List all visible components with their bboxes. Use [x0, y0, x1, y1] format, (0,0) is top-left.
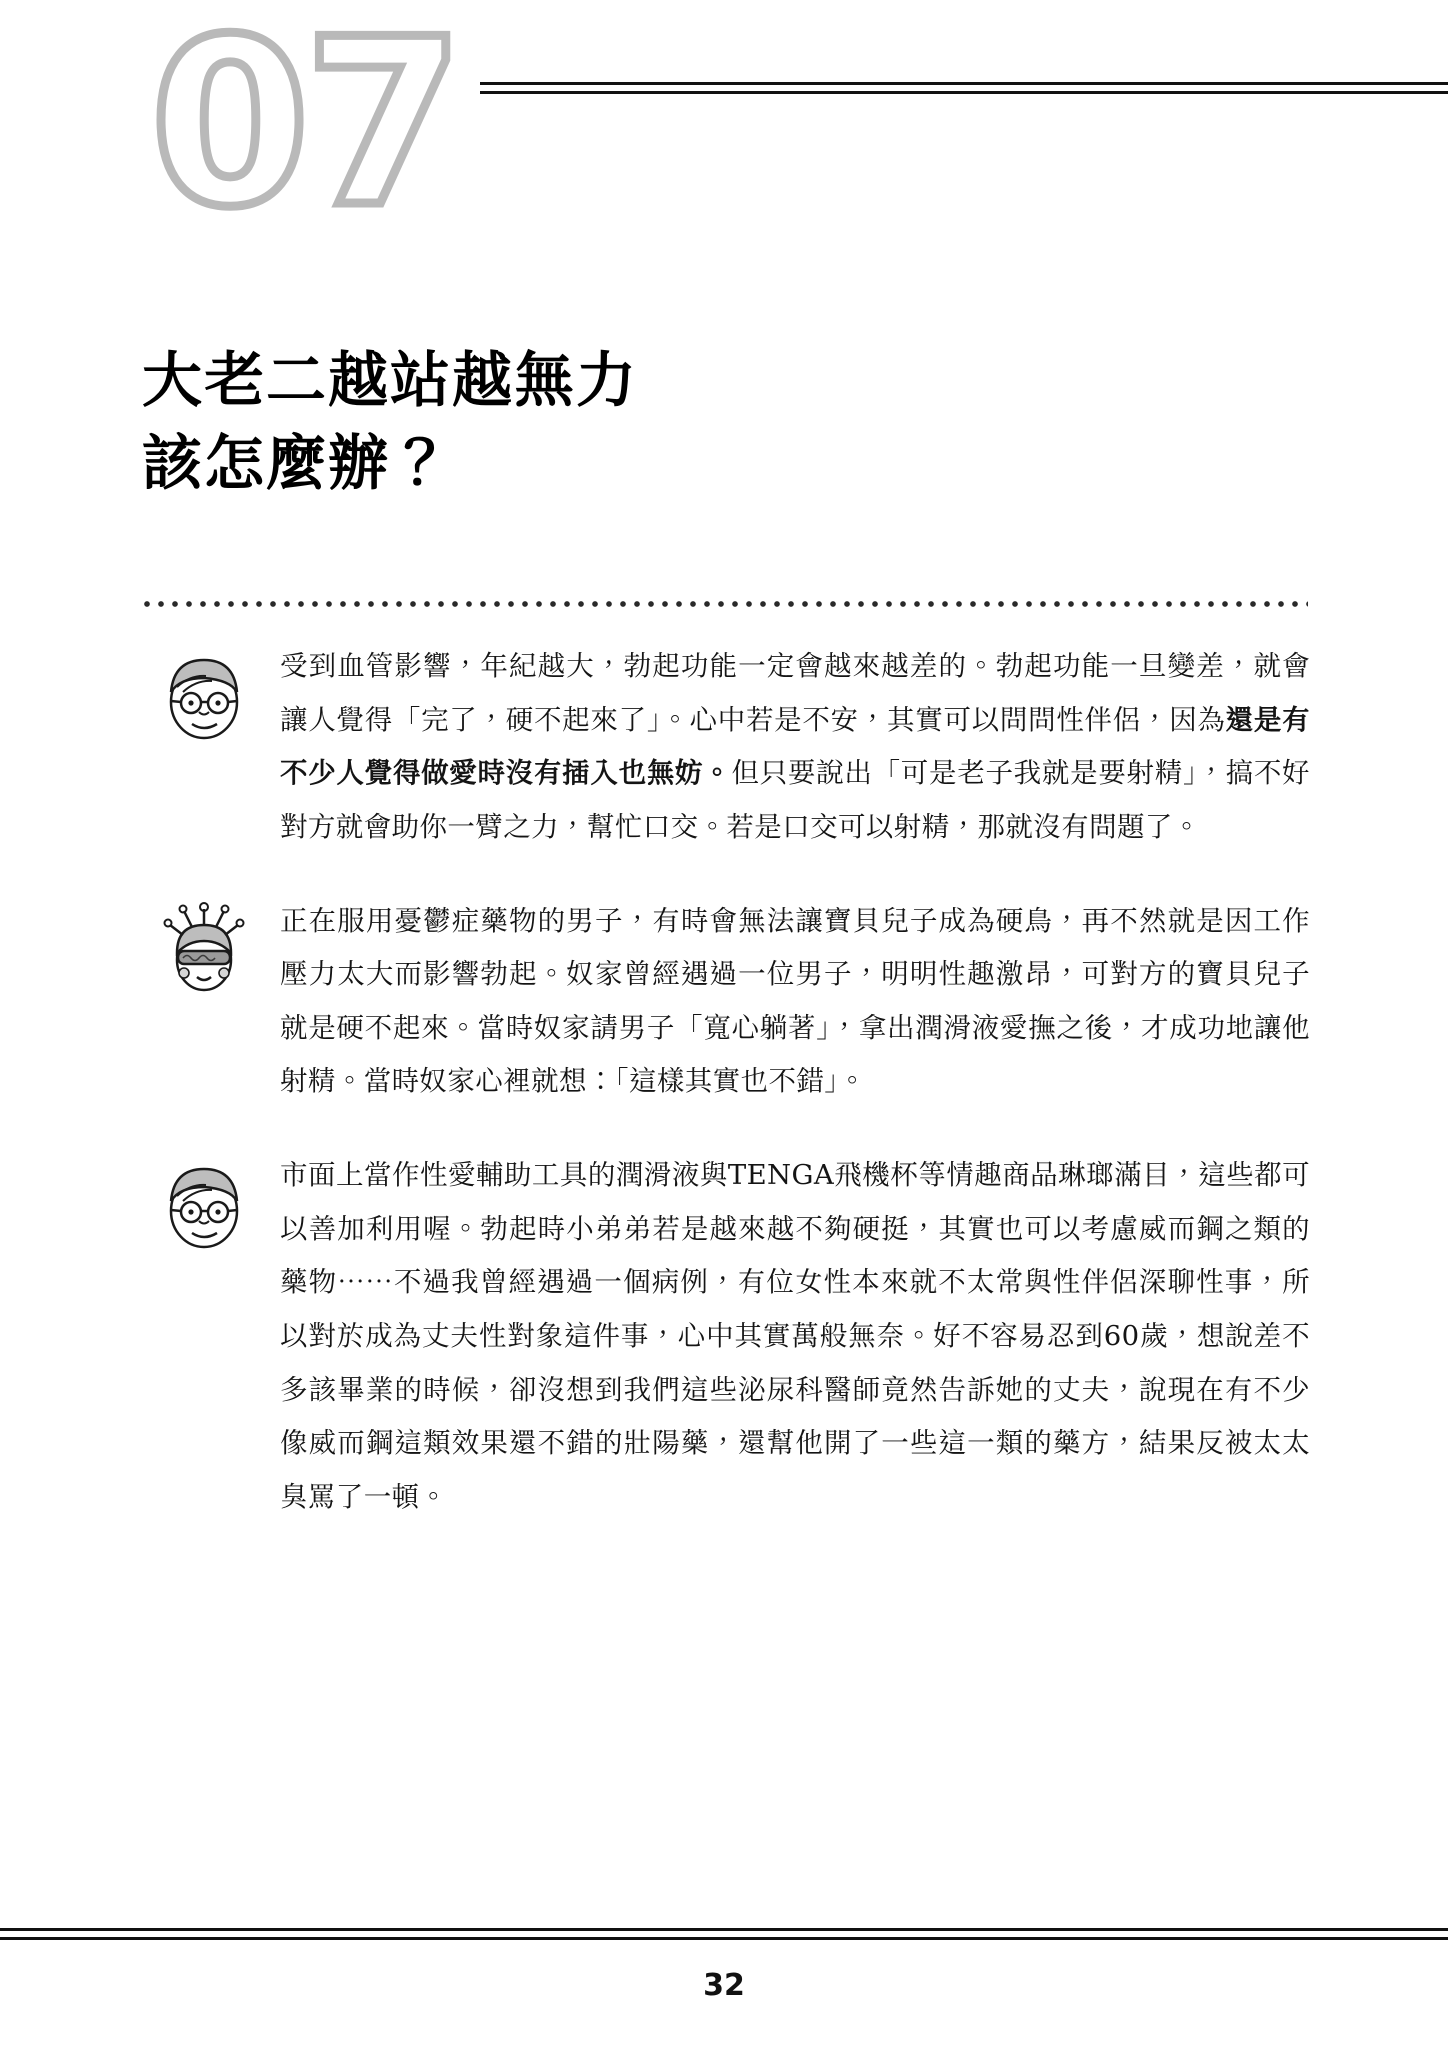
body-block — [140, 895, 1310, 1110]
page-title-line-1: 大老二越站越無力 — [142, 346, 638, 416]
body-paragraph — [280, 895, 1310, 1110]
paragraph-text: 正在服用憂鬱症藥物的男子，有時會無法讓寶貝兒子成為硬鳥，再不然就是因工作壓力太大而影響勃起。奴家曾經遇過一位男子，明明性趣激昂，可對方的寶貝兒子就是硬不起來。當時奴家請男子「寬心躺著」，拿出潤滑液愛撫之後，才成功地讓他射精。當時奴家心裡就想：「這樣其實也不錯」。 — [280, 904, 1310, 1098]
page-number: 32 — [703, 1968, 745, 2003]
paragraph-text: 市面上當作性愛輔助工具的潤滑液與TENGA飛機杯等情趣商品琳瑯滿目，這些都可以善加利用喔。勃起時小弟弟若是越來越不夠硬挺，其實也可以考慮威而鋼之類的藥物⋯⋯不過我曾經遇過一個病例，有位女性本來就不太常與性伴侶深聊性事，所以對於成為丈夫性對象這件事，心中其實萬般無奈。好不容易忍到60歲，想說差不多該畢業的時候，卻沒想到我們這些泌尿科醫師竟然告訴她的丈夫，說現在有不少像威而鋼這類效果還不錯的壯陽藥，還幫他開了一些這一類的藥方，結果反被太太臭罵了一頓。 — [280, 1159, 1310, 1513]
body-block — [140, 1149, 1310, 1524]
page-title-line-2: 該怎麼辦？ — [142, 428, 452, 499]
top-rule-line-1 — [480, 82, 1448, 85]
chapter-number: 07 — [150, 0, 459, 258]
geisha-avatar-icon — [150, 897, 258, 1005]
top-double-rule — [480, 82, 1448, 94]
body-paragraph — [280, 640, 1310, 855]
bottom-rule-line-2 — [0, 1937, 1448, 1940]
bottom-rule-line-1 — [0, 1928, 1448, 1931]
page-title — [142, 340, 1242, 506]
elder-doctor-avatar-icon — [150, 642, 258, 750]
body-paragraph — [280, 1149, 1310, 1524]
bottom-double-rule — [0, 1928, 1448, 1940]
dotted-divider — [140, 600, 1308, 608]
elder-doctor-avatar-icon — [150, 1151, 258, 1259]
body-blocks — [140, 640, 1310, 1564]
paragraph-text-bold: 還是有不少人覺得做愛時沒有插入也無妨。 — [280, 703, 1310, 790]
paragraph-text: 受到血管影響，年紀越大，勃起功能一定會越來越差的。勃起功能一旦變差，就會讓人覺得「完了，硬不起來了」。心中若是不安，其實可以問問性伴侶，因為 — [280, 650, 1310, 736]
top-rule-line-2 — [480, 91, 1448, 94]
paragraph-text: 但只要說出「可是老子我就是要射精」，搞不好對方就會助你一臂之力，幫忙口交。若是口交可以射精，那就沒有問題了。 — [280, 757, 1310, 843]
body-block — [140, 640, 1310, 855]
